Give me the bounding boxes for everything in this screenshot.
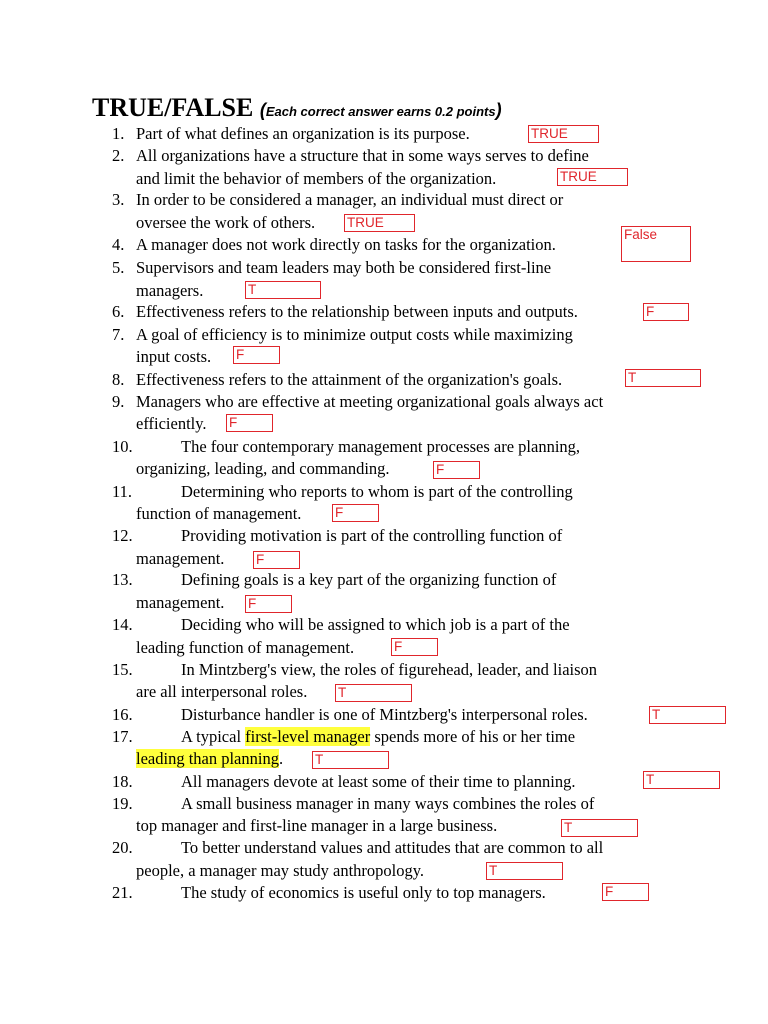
question-number: 12.: [112, 526, 133, 545]
answer-field[interactable]: F: [226, 414, 273, 432]
answer-field[interactable]: T: [486, 862, 563, 880]
question-number: 3.: [112, 190, 125, 209]
question-number: 2.: [112, 146, 125, 165]
question-text: All organizations have a structure that in some ways serves to define: [136, 146, 589, 165]
question-text: [181, 726, 575, 748]
question-text-part: .: [278, 749, 284, 768]
question-text: top manager and first-line manager in a large business.: [136, 816, 498, 835]
question-text: and limit the behavior of members of the organization.: [136, 169, 497, 188]
answer-field[interactable]: F: [602, 883, 649, 901]
question-text: efficiently.: [136, 414, 207, 433]
highlighted-text: leading than planning: [136, 749, 279, 768]
question-number: 15.: [112, 660, 133, 679]
question-text: Effectiveness refers to the relationship between inputs and outputs.: [136, 302, 578, 321]
question-number: 4.: [112, 235, 125, 254]
answer-field[interactable]: False: [621, 226, 691, 262]
answer-field[interactable]: F: [391, 638, 438, 656]
question-text: A small business manager in many ways combines the roles of: [181, 794, 595, 813]
question-text: Managers who are effective at meeting organizational goals always act: [136, 392, 604, 411]
question-text: function of management.: [136, 504, 302, 523]
answer-field[interactable]: T: [643, 771, 720, 789]
question-text: management.: [136, 593, 225, 612]
question-text: oversee the work of others.: [136, 213, 316, 232]
title-text: TRUE/FALSE: [92, 93, 254, 122]
question-text: Effectiveness refers to the attainment of the organization's goals.: [136, 370, 563, 389]
question-text-part: spends more of his or her time: [374, 727, 576, 746]
points-note-text: Each correct answer earns 0.2 points: [265, 104, 496, 119]
question-text: Disturbance handler is one of Mintzberg's interpersonal roles.: [181, 705, 588, 724]
answer-field[interactable]: F: [643, 303, 689, 321]
question-text: The study of economics is useful only to top managers.: [181, 883, 546, 902]
question-text: Providing motivation is part of the controlling function of: [181, 526, 563, 545]
question-number: 14.: [112, 615, 133, 634]
question-text: leading function of management.: [136, 638, 355, 657]
question-text: are all interpersonal roles.: [136, 682, 308, 701]
question-number: 5.: [112, 258, 125, 277]
answer-field[interactable]: T: [625, 369, 701, 387]
question-text: To better understand values and attitudes that are common to all: [181, 838, 604, 857]
question-number: 8.: [112, 370, 125, 389]
highlighted-text: first-level manager: [245, 727, 371, 746]
question-number: 17.: [112, 727, 133, 746]
question-text: The four contemporary management processes are planning,: [181, 437, 581, 456]
question-text: organizing, leading, and commanding.: [136, 459, 390, 478]
answer-field[interactable]: TRUE: [344, 214, 415, 232]
question-text: Defining goals is a key part of the organizing function of: [181, 570, 557, 589]
question-text: input costs.: [136, 347, 212, 366]
answer-field[interactable]: F: [233, 346, 280, 364]
question-text: Deciding who will be assigned to which job is a part of the: [181, 615, 570, 634]
answer-field[interactable]: T: [245, 281, 321, 299]
question-text: All managers devote at least some of their time to planning.: [181, 772, 576, 791]
points-note: (Each correct answer earns 0.2 points): [259, 100, 502, 120]
question-text: managers.: [136, 281, 204, 300]
page-title: [92, 93, 502, 127]
question-text: management.: [136, 549, 225, 568]
answer-field[interactable]: T: [561, 819, 638, 837]
question-text: A manager does not work directly on tasks for the organization.: [136, 235, 556, 254]
answer-field[interactable]: T: [312, 751, 389, 769]
question-number: 9.: [112, 392, 125, 411]
answer-field[interactable]: F: [253, 551, 300, 569]
answer-field[interactable]: F: [433, 461, 480, 479]
answer-field[interactable]: T: [335, 684, 412, 702]
answer-field[interactable]: TRUE: [557, 168, 628, 186]
question-number: 11.: [112, 482, 133, 501]
question-number: 7.: [112, 325, 125, 344]
question-text: Determining who reports to whom is part of the controlling: [181, 482, 573, 501]
question-number: 16.: [112, 705, 133, 724]
question-text: A goal of efficiency is to minimize output costs while maximizing: [136, 325, 573, 344]
answer-field[interactable]: F: [332, 504, 379, 522]
question-number: 21.: [112, 883, 133, 902]
question-text: Part of what defines an organization is its purpose.: [136, 124, 470, 143]
question-text: [136, 748, 283, 770]
question-number: 18.: [112, 772, 133, 791]
question-text-part: A typical: [181, 727, 242, 746]
question-number: 1.: [112, 124, 125, 143]
question-text: In order to be considered a manager, an individual must direct or: [136, 190, 564, 209]
answer-field[interactable]: T: [649, 706, 726, 724]
question-number: 6.: [112, 302, 125, 321]
question-number: 19.: [112, 794, 133, 813]
question-number: 20.: [112, 838, 133, 857]
question-text: Supervisors and team leaders may both be considered first-line: [136, 258, 552, 277]
question-number: 13.: [112, 570, 133, 589]
answer-field[interactable]: TRUE: [528, 125, 599, 143]
question-number: 10.: [112, 437, 133, 456]
question-text: In Mintzberg's view, the roles of figurehead, leader, and liaison: [181, 660, 598, 679]
question-text: people, a manager may study anthropology.: [136, 861, 425, 880]
answer-field[interactable]: F: [245, 595, 292, 613]
